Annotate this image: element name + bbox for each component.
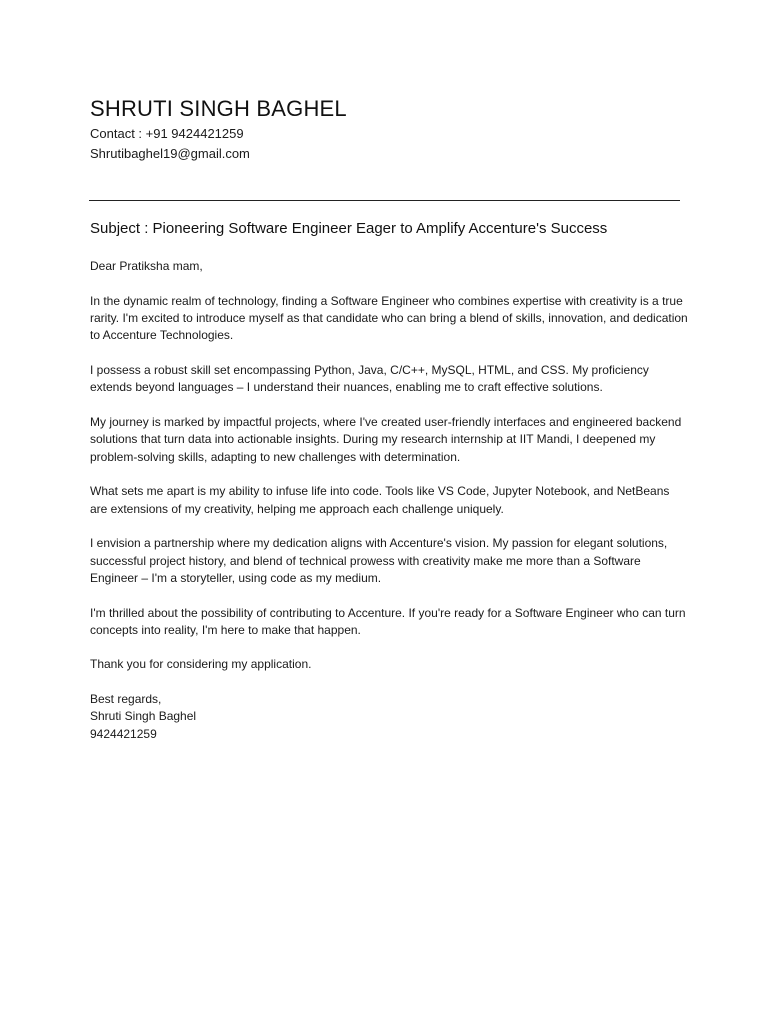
body-paragraph-skills: I possess a robust skill set encompassing Python, Java, C/C++, MySQL, HTML, and CSS. My proficiency extends beyond languages – I understand their nuances, enabling me to craft effective solutions. bbox=[90, 362, 649, 395]
closing-phrase: Best regards, bbox=[90, 692, 162, 707]
letter-header bbox=[90, 94, 690, 164]
header-divider bbox=[89, 200, 680, 201]
letter-salutation: Dear Pratiksha mam, bbox=[90, 259, 203, 273]
body-paragraph-thanks: Thank you for considering my application. bbox=[90, 657, 312, 672]
signature-phone: 9424421259 bbox=[90, 726, 157, 741]
letter-signoff bbox=[90, 691, 690, 743]
sender-name: SHRUTI SINGH BAGHEL bbox=[90, 96, 347, 121]
letter-body bbox=[90, 258, 690, 743]
body-paragraph-vision: I envision a partnership where my dedication aligns with Accenture's vision. My passion for elegant solutions, successful project history, and blend of technical prowess with creativity make me more than a Software Engineer – I'm a storyteller, using code as my medium. bbox=[90, 536, 668, 585]
body-paragraph-closing: I'm thrilled about the possibility of contributing to Accenture. If you're ready for a Software Engineer who can turn concepts into reality, I'm here to make that happen. bbox=[90, 605, 686, 637]
signature-name: Shruti Singh Baghel bbox=[90, 709, 197, 724]
sender-contact: Contact : +91 9424421259 bbox=[90, 126, 244, 141]
body-paragraph-projects: My journey is marked by impactful projects, where I've created user-friendly interfaces and engineered backend solutions that turn data into actionable insights. During my research internship at IIT Mandi, I deepened my problem-solving skills, adapting to new challenges with determination. bbox=[90, 414, 682, 464]
body-paragraph-intro: In the dynamic realm of technology, finding a Software Engineer who combines expertise with creativity is a true rarity. I'm excited to introduce myself as that candidate who can bring a blend of skills, innovation, and dedication to Accenture Technologies. bbox=[90, 293, 688, 343]
sender-email: Shrutibaghel19@gmail.com bbox=[90, 146, 250, 161]
letter-subject: Subject : Pioneering Software Engineer Eager to Amplify Accenture's Success bbox=[90, 220, 608, 237]
body-paragraph-tools: What sets me apart is my ability to infuse life into code. Tools like VS Code, Jupyter Notebook, and NetBeans are extensions of my creativity, helping me approach each challenge uniquely. bbox=[90, 484, 670, 516]
